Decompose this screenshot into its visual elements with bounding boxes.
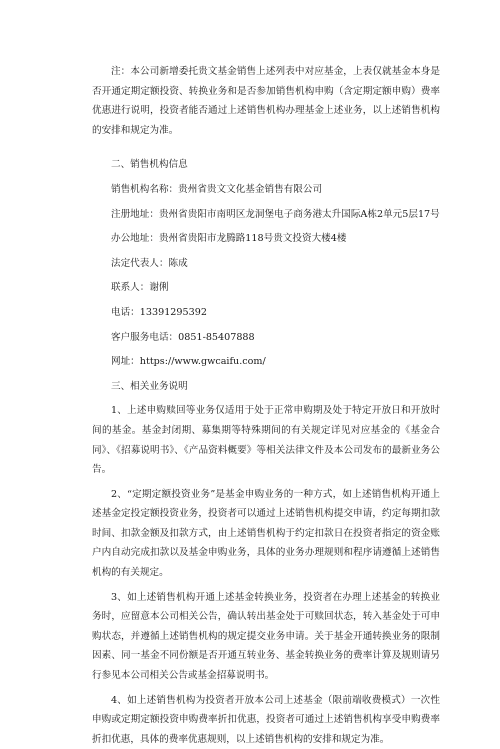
contact-phone: 电话：13391295392	[111, 306, 207, 318]
website-link[interactable]: 网址：https://www.gwcaifu.com/	[111, 356, 266, 368]
business-note-4: 4、如上述销售机构为投资者开放本公司上述基金（限前端收费模式）一次性申购或定期定额投资申购费率折扣优惠，投资者可通过上述销售机构享受申购费率折扣优惠，具体的费率优惠规则，以上述销售机构的安排和规定为准。	[92, 694, 440, 745]
section-heading-sales-agency: 二、销售机构信息	[111, 159, 188, 171]
business-note-2: 2、“定期定额投资业务”是基金申购业务的一种方式，如上述销售机构开通上述基金定投定额投资业务，投资者可以通过上述销售机构提交申请，约定每期扣款时间、扣款金额及扣款方式，由上述销售机构于约定扣款日在投资者指定的资金账户内自动完成扣款以及基金申购业务，具体的业务办理规则和程序请遵循上述销售机构的有关规定。	[92, 488, 440, 579]
customer-service-phone: 客户服务电话：0851-85407888	[111, 331, 255, 343]
business-note-1: 1、上述申购赎回等业务仅适用于处于正常申购期及处于特定开放日和开放时间的基金。基金封闭期、募集期等特殊期间的有关规定详见对应基金的《基金合同》、《招募说明书》、《产品资料概要》等相关法律文件及本公司发布的最新业务公告。	[92, 405, 440, 476]
legal-representative: 法定代表人：陈成	[111, 257, 188, 269]
registered-address: 注册地址：贵州省贵阳市南明区龙洞堡电子商务港太升国际A栋2单元5层17号	[111, 208, 440, 220]
agency-name: 销售机构名称：贵州省贵文文化基金销售有限公司	[111, 183, 323, 195]
section-heading-business-notes: 三、相关业务说明	[111, 380, 188, 392]
office-address: 办公地址：贵州省贵阳市龙腾路118号贵文投资大楼4楼	[111, 233, 347, 245]
contact-person: 联系人：谢俐	[111, 282, 169, 294]
business-note-3: 3、如上述销售机构开通上述基金转换业务，投资者在办理上述基金的转换业务时，应留意本公司相关公告，确认转出基金处于可赎回状态，转入基金处于可申购状态，并遵循上述销售机构的规定提交业务申请。关于基金开通转换业务的限制因素、同一基金不同份额是否开通互转业务、基金转换业务的费率计算及规则请另行参见本公司相关公告或基金招募说明书。	[92, 591, 440, 682]
note-paragraph: 注：本公司新增委托贵文基金销售上述列表中对应基金，上表仅就基金本身是否开通定期定额投资、转换业务和是否参加销售机构申购（含定期定额申购）费率优惠进行说明，投资者能否通过上述销售机构办理基金上述业务，以上述销售机构的安排和规定为准。	[92, 66, 440, 136]
